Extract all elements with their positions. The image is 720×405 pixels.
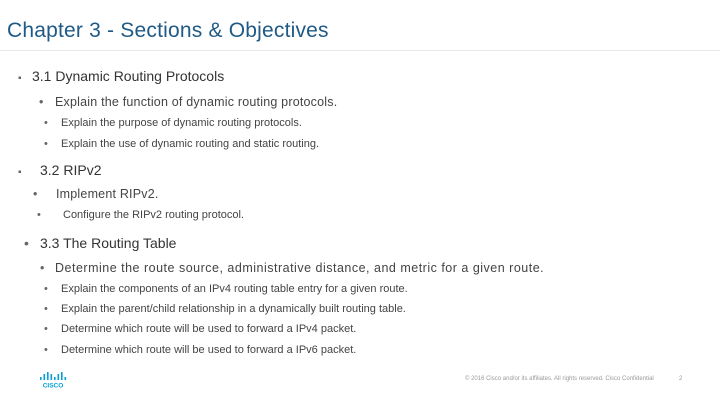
topic-text: Configure the RIPv2 routing protocol. [63, 209, 244, 221]
page-number: 2 [679, 376, 683, 382]
section-heading: 3.2 RIPv2 [40, 162, 102, 178]
section-heading-row [18, 162, 101, 178]
objective-row [39, 95, 337, 109]
title-divider [0, 50, 720, 51]
topic-row [44, 138, 319, 150]
topic-row [44, 323, 356, 335]
objective-text: Determine the route source, administrative distance, and metric for a given route. [55, 261, 545, 275]
topic-bullet: • [44, 138, 48, 150]
topic-row [37, 209, 244, 221]
objective-text: Implement RIPv2. [56, 187, 159, 201]
topic-text: Explain the use of dynamic routing and static routing. [61, 138, 320, 150]
logo-text: CISCO [42, 382, 64, 388]
section-bullet: ▪ [18, 73, 22, 84]
topic-bullet: • [44, 344, 48, 356]
topic-row [44, 344, 356, 356]
section-heading: 3.3 The Routing Table [40, 235, 177, 251]
topic-text: Determine which route will be used to forward a IPv6 packet. [61, 344, 357, 356]
topic-text: Explain the components of an IPv4 routing table entry for a given route. [61, 283, 408, 295]
section-bullet: ▪ [18, 167, 22, 178]
section-heading-row [24, 235, 176, 251]
topic-bullet: • [44, 303, 48, 315]
topic-text: Determine which route will be used to forward a IPv4 packet. [61, 323, 357, 335]
topic-bullet: • [44, 117, 48, 129]
objective-row [40, 261, 544, 275]
objective-bullet: • [40, 261, 45, 275]
topic-row [44, 117, 302, 129]
topic-bullet: • [44, 323, 48, 335]
topic-row [44, 303, 406, 315]
footer-copyright: © 2016 Cisco and/or its affiliates. All rights reserved. Cisco Confidential [465, 376, 654, 382]
topic-row [44, 283, 408, 295]
objective-row [33, 187, 159, 201]
topic-bullet: • [37, 209, 41, 221]
objective-bullet: • [33, 187, 38, 201]
section-bullet: • [24, 235, 29, 251]
topic-text: Explain the parent/child relationship in a dynamically built routing table. [61, 303, 406, 315]
objective-text: Explain the function of dynamic routing protocols. [55, 95, 338, 109]
cisco-logo [39, 372, 67, 388]
section-heading-row [18, 68, 224, 84]
objective-bullet: • [39, 95, 44, 109]
topic-text: Explain the purpose of dynamic routing protocols. [61, 117, 302, 129]
slide-title: Chapter 3 - Sections & Objectives [7, 19, 329, 42]
topic-bullet: • [44, 283, 48, 295]
section-heading: 3.1 Dynamic Routing Protocols [32, 68, 225, 84]
